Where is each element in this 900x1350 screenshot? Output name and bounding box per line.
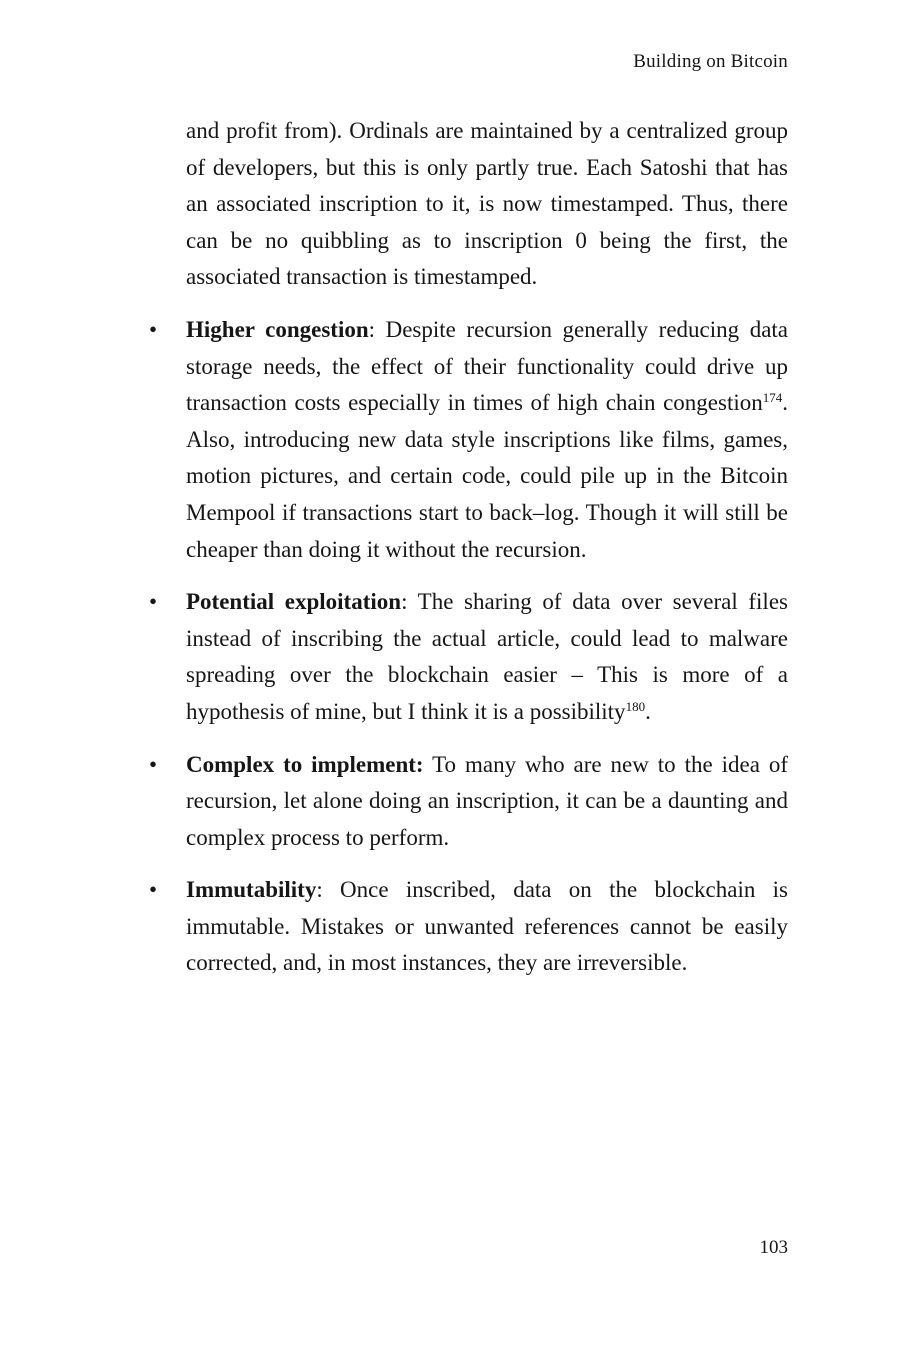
footnote-ref: 174 <box>762 390 783 406</box>
bullet-separator: : <box>401 589 418 615</box>
cons-list <box>186 312 788 982</box>
intro-paragraph: and profit from). Ordinals are maintained by a centralized group of developers, but this is only partly true. Each Satoshi that has an associated inscription to it, is now timestamped. Thus, there can be no quibbling as to inscription 0 being the first, the associated transaction is timestamped. <box>186 118 788 290</box>
bullet-item-higher-congestion <box>186 312 788 568</box>
bullet-text: Once inscribed, data on the blockchain is immutable. Mistakes or unwanted references cannot be easily corrected, and, in most instances, they are irreversible. <box>186 877 788 976</box>
bullet-separator: : <box>316 877 341 903</box>
bullet-text: Despite recursion generally reducing data storage needs, the effect of their functionality could drive up transaction costs especially in times of high chain congestion <box>186 316 788 416</box>
bullet-item-immutability <box>186 872 788 982</box>
page-number: 103 <box>759 1237 788 1258</box>
bullet-text: To many who are new to the idea of recursion, let alone doing an inscription, it can be a daunting and complex process to perform. <box>186 751 788 850</box>
bullet-text-continued: . <box>645 698 651 724</box>
bullet-lead: Immutability <box>186 877 317 903</box>
bullet-lead: Higher congestion <box>186 316 369 342</box>
bullet-lead: Potential exploitation <box>186 589 402 615</box>
page-content <box>186 113 788 982</box>
bullet-item-complex-to-implement <box>186 747 788 857</box>
bullet-text-continued: . Also, introducing new data style inscriptions like films, games, motion pictures, and certain code, could pile up in the Bitcoin Mempool if transactions start to back–log. Though it will still be cheaper than doing it without the recursion. <box>186 390 788 562</box>
running-header: Building on Bitcoin <box>633 51 788 72</box>
bullet-item-potential-exploitation <box>186 584 788 730</box>
bullet-text: The sharing of data over several files instead of inscribing the actual article, could lead to malware spreading over the blockchain easier – This is more of a hypothesis of mine, but I think it is a possibility <box>186 589 788 724</box>
footnote-ref: 180 <box>625 698 646 714</box>
bullet-separator <box>424 752 433 777</box>
bullet-lead: Complex to implement: <box>186 751 424 777</box>
bullet-separator: : <box>368 316 386 342</box>
